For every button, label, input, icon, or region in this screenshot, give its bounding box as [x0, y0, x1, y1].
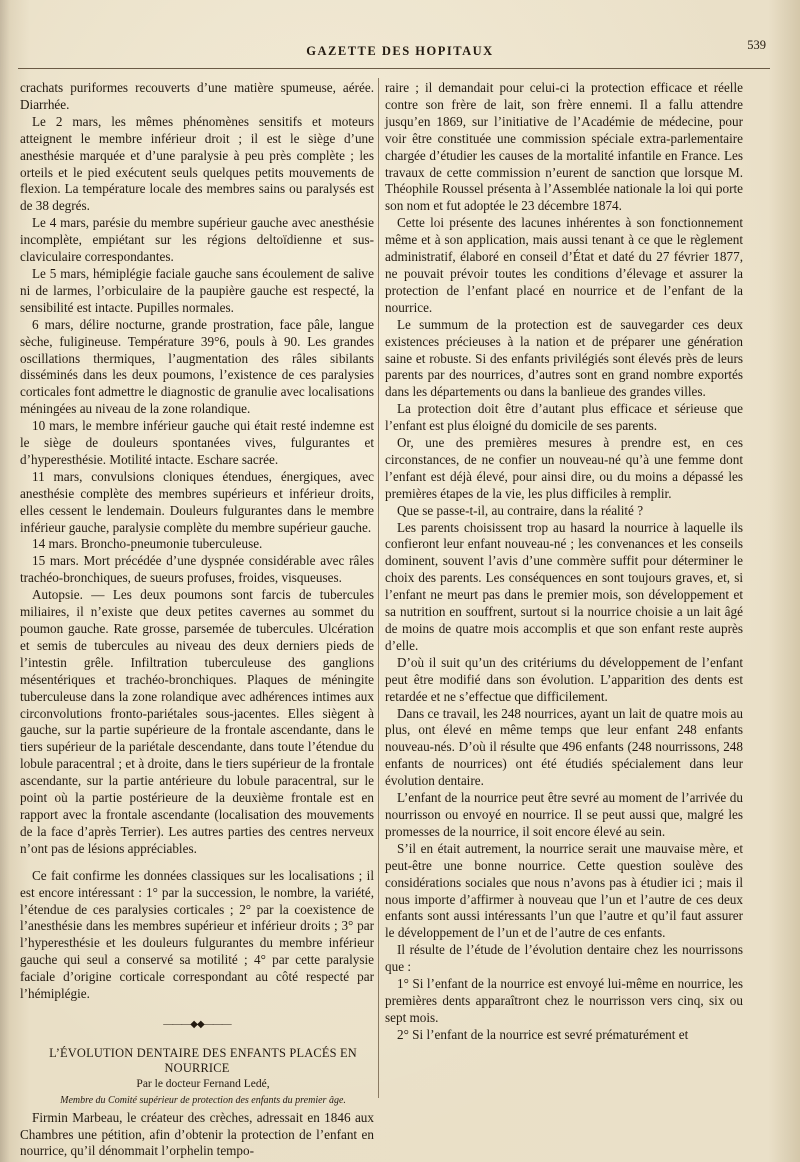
column-divider	[378, 78, 379, 1098]
article-title: L’ÉVOLUTION DENTAIRE DES ENFANTS PLACÉS EN NOURRICE	[49, 1045, 357, 1075]
paragraph: L’enfant de la nourrice peut être sevré au moment de l’arrivée du nourrisson ou envoyé en nourrice. Il se peut aussi que, malgré les promesses de la nourrice, il soit encore élevé au sein.	[385, 790, 743, 839]
paragraph: Que se passe-t-il, au contraire, dans la réalité ?	[397, 502, 644, 518]
paragraph: Le 2 mars, les mêmes phénomènes sensitifs et moteurs atteignent le membre inférieur droit ; il est le siège d’une anesthésie marquée et d’une paralysie à peu près complète ; les orteils et le pied exécutent seuls quelques petits mouvements de flexion. La température locale des membres sains ou paralysés est de 38 degrés.	[20, 113, 374, 214]
paragraph: La protection doit être d’autant plus efficace et sérieuse que l’enfant est plus éloigné du domicile de ses parents.	[385, 401, 743, 434]
right-column	[385, 80, 743, 1044]
paragraph: 15 mars. Mort précédée d’une dyspnée considérable avec râles trachéo-bronchiques, de sueurs profuses, froides, visqueuses.	[20, 553, 374, 586]
paragraph: Cette loi présente des lacunes inhérentes à son fonctionnement même et à son application, mais aussi tenant à ce que le règlement administratif, élaboré en conseil d’État et daté du 27 février 1877, ne pouvait prévoir toutes les conditions d’élevage et assurer la protection de l’enfant placé en nourrice et de l’enfant de la nourrice.	[385, 215, 743, 315]
paragraph: 10 mars, le membre inférieur gauche qui était resté indemne est le siège de douleurs spontanées vives, fulgurantes et d’hyperesthésie. Motilité intacte. Eschare sacrée.	[20, 418, 374, 467]
paragraph: Les parents choisissent trop au hasard la nourrice à laquelle ils confieront leur enfant nouveau-né ; les convenances et les conseils dominent, souvent l’avis d’une commère suffit pour déterminer le choix des parents. Les conséquences en sont toujours graves, et, si l’enfant ne meurt pas dans le premier mois, son développement et sa nutrition en souffrent, surtout si la nourrice choisie a un lait âgé de moins de quatre mois accomplis et que son enfant reste auprès d’elle.	[385, 519, 743, 653]
paragraph: Le summum de la protection est de sauvegarder ces deux existences précieuses à la nation et de préparer une génération saine et robuste. Si des enfants privilégiés sont élevés près de leurs parents par des nourrices, d’autres sont en grand nombre exportés dans les départements ou dans la banlieue des grandes villes.	[385, 316, 743, 400]
paragraph: 6 mars, délire nocturne, grande prostration, face pâle, langue sèche, fuligineuse. Température 39°6, pouls à 90. Les grandes oscillations thermiques, l’augmentation des râles sibilants disséminés dans les deux poumons, l’existence de ces paralysies corticales font admettre le diagnostic de granulie avec localisations méningées au niveau de la zone rolandique.	[20, 316, 374, 417]
paragraph: raire ; il demandait pour celui-ci la protection efficace et réelle contre son frère de lait, son frère ennemi. Il a fallu attendre jusqu’en 1869, sur l’initiative de l’Académie de médecine, pour voir être constituée une commission spéciale extra-parlementaire chargée d’étudier les causes de la mortalité infantile en France. Les travaux de cette commission n’eurent de sanction que lorsque M. Théophile Roussel présenta à l’Assemblée nationale la loi qui porte son nom et fut adoptée le 23 décembre 1874.	[385, 80, 743, 214]
paragraph: crachats puriformes recouverts d’une matière spumeuse, aérée. Diarrhée.	[20, 80, 374, 112]
paragraph: 1° Si l’enfant de la nourrice est envoyé lui-même en nourrice, les premières dents apparaîtront chez le nourrisson vers cinq, six ou sept mois.	[385, 976, 743, 1025]
paragraph: Le 5 mars, hémiplégie faciale gauche sans écoulement de salive ni de larmes, l’orbiculaire de la paupière gauche est respecté, la sensibilité est intacte. Pupilles normales.	[20, 265, 374, 315]
paragraph: 14 mars. Broncho-pneumonie tuberculeuse.	[32, 536, 263, 552]
page-header-title: GAZETTE DES HOPITAUX	[306, 44, 494, 58]
paragraph: D’où il suit qu’un des critériums du développement de l’enfant peut être modifié dans son évolution. L’apparition des dents est retardée et ne s’effectue que difficilement.	[385, 654, 743, 704]
section-separator: ———◆◆———	[163, 1018, 231, 1030]
author-affiliation: Membre du Comité supérieur de protection des enfants du premier âge.	[60, 1094, 346, 1106]
paragraph: Le 4 mars, parésie du membre supérieur gauche avec anesthésie incomplète, empiétant sur les régions deltoïdienne et sus-claviculaire correspondantes.	[20, 215, 374, 265]
article-author: Par le docteur Fernand Ledé,	[136, 1077, 270, 1090]
paragraph: Il résulte de l’étude de l’évolution dentaire chez les nourrissons que :	[385, 942, 743, 975]
conclusion-paragraph: Ce fait confirme les données classiques sur les localisations ; il est encore intéressant : 1° par la succession, le nombre, la variété, l’étendue de ces paralysies corticales ; 2° par la coexistence de l’anesthésie dans les membres supérieur et inférieur droits ; 3° par l’hyperesthésie et les douleurs fulgurantes du membre inférieur gauche qui seul a conservé sa motilité ; 4° par cette paralysie faciale d’origine corticale correspondant au côté respecté par l’hémiplégie.	[20, 867, 374, 1002]
article-first-paragraph: Firmin Marbeau, le créateur des crèches, adressait en 1846 aux Chambres une pétition, afin d’obtenir la protection de l’enfant en nourrice, qu’il dénommait l’orphelin tempo-	[20, 1109, 374, 1159]
autopsy-paragraph: Autopsie. — Les deux poumons sont farcis de tubercules miliaires, il n’existe que deux petites cavernes au sommet du poumon gauche. Rate grosse, parsemée de tubercules. Ulcération et semis de tubercules au niveau des deux derniers pieds de l’intestin grêle. Infiltration tuberculeuse des ganglions mésentériques et trachéo-bronchiques. Plaques de méningite tuberculeuse dans la zone rolandique avec adhérences intimes aux circonvolutions fronto-pariétales sous-jacentes. Elles siègent à gauche, sur la partie supérieure de la frontale ascendante, dans le tiers supérieur de la pariétale descendante, dans toute l’étendue du lobule paracentral ; et à droite, dans le tiers supérieur de la frontale ascendante, sur la partie antérieure du lobule paracentral, sur le point où la partie postérieure de la deuxième frontale est en rapport avec la frontale ascendante (localisation des mouvements de la face d’après Terrier). Les autres parties des centres nerveux n’ont pas de lésions appréciables.	[20, 587, 374, 856]
paragraph: S’il en était autrement, la nourrice serait une mauvaise mère, et peut-être une bonne nourrice. Cette question soulève des considérations sociales que nous n’avons pas à étudier ici ; mais il nous importe d’affirmer à nouveau que l’un et l’autre de ces deux enfants sont aussi intéressants l’un que l’autre et qu’il faut assurer le développement de l’un et de l’autre de ces enfants.	[385, 840, 743, 941]
paragraph: Or, une des premières mesures à prendre est, en ces circonstances, de ne confier un nouveau-né qu’à une femme dont l’enfant est déjà élevé, pour ainsi dire, ou du moins a dépassé les premières étapes de la vie, les plus difficiles à remplir.	[385, 435, 743, 501]
paragraph: Dans ce travail, les 248 nourrices, ayant un lait de quatre mois au plus, ont élevé en même temps que leur enfant 248 enfants nouveau-nés. D’où il résulte que 496 enfants (248 nourrissons, 248 enfants de nourrices) ont été étudiés spécialement dans leur évolution dentaire.	[385, 705, 743, 789]
paragraph: 11 mars, convulsions cloniques étendues, énergiques, avec anesthésie complète des membres supérieurs et inférieur droits, elles cessent le lendemain. Douleurs fulgurantes dans le membre inférieur gauche, paralysie complète du membre supérieur gauche.	[20, 468, 374, 535]
left-column	[20, 80, 374, 1160]
page-number: 539	[747, 38, 766, 52]
header-rule	[18, 68, 770, 69]
paragraph: 2° Si l’enfant de la nourrice est sevré prématurément et	[397, 1026, 689, 1042]
